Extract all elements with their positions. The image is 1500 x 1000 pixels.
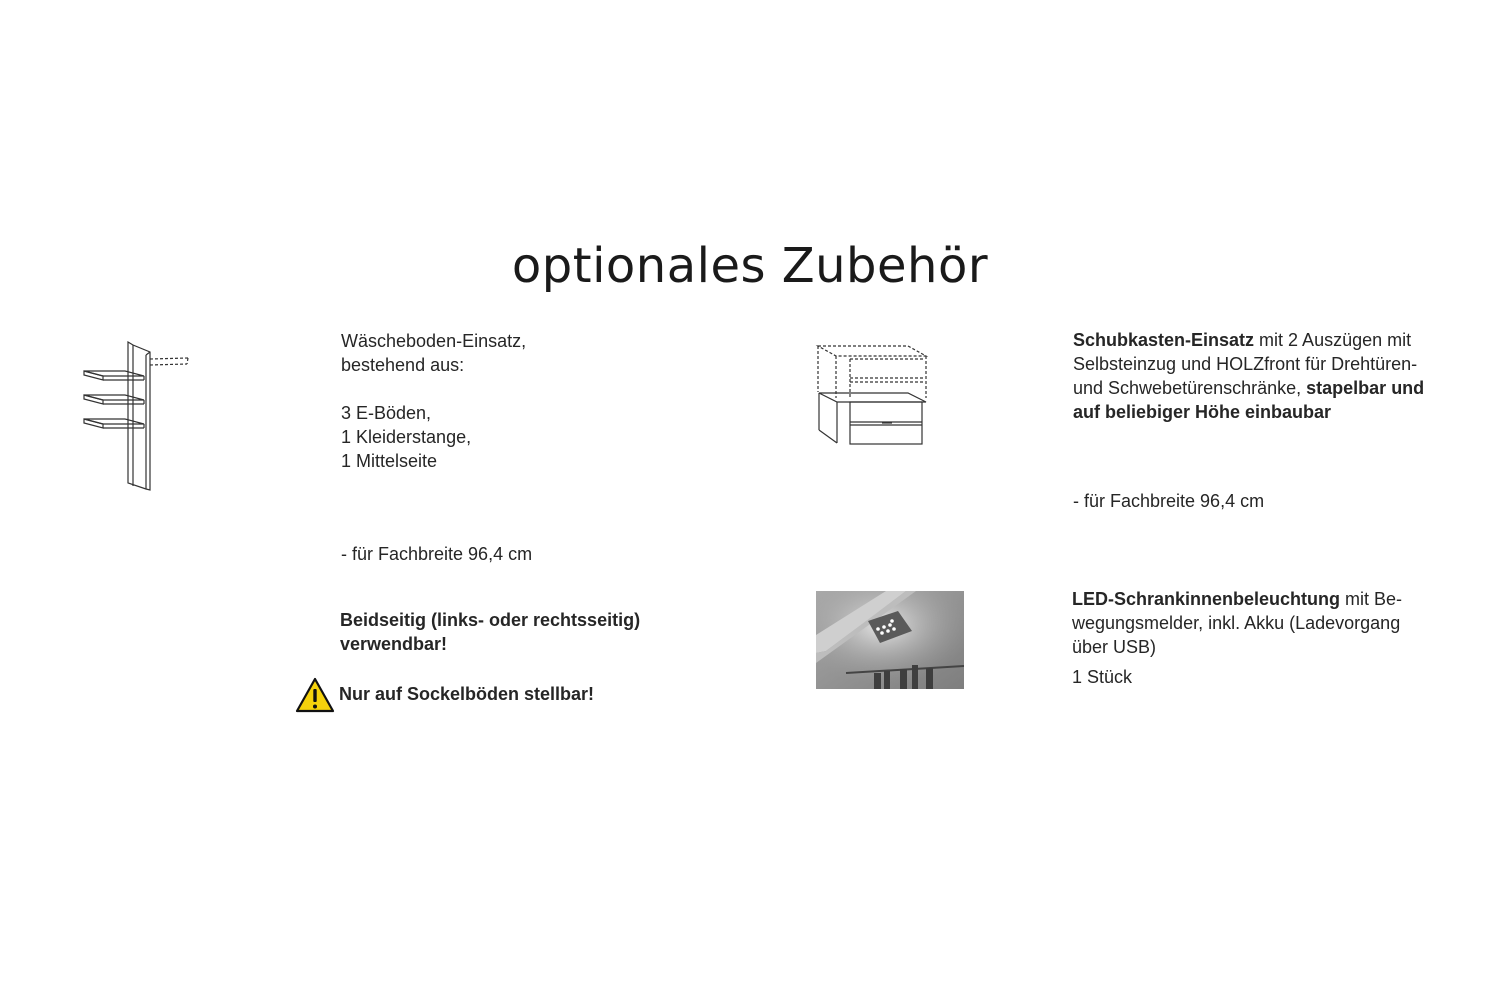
- schubkasten-line-1: [1073, 328, 1424, 352]
- schubkasten-width-note: - für Fachbreite 96,4 cm: [1073, 491, 1265, 511]
- led-title: LED-Schrankinnenbeleuchtung: [1072, 589, 1341, 609]
- led-line-3: über USB): [1072, 637, 1157, 657]
- drawer-insert-drawing-icon: [812, 340, 932, 450]
- schubkasten-line-3: [1073, 376, 1424, 400]
- usage-note-line-1: Beidseitig (links- oder rechtsseitig): [340, 610, 641, 630]
- led-description: [1072, 587, 1402, 659]
- part-eboeden: 3 E-Böden,: [341, 403, 432, 423]
- part-mittelseite: 1 Mittelseite: [341, 451, 438, 471]
- waescheboden-title-line: Wäscheboden-Einsatz,: [341, 331, 527, 351]
- schubkasten-line-2: Selbsteinzug und HOLZfront für Drehtüren-: [1073, 354, 1418, 374]
- led-quantity: 1 Stück: [1072, 667, 1133, 687]
- led-line-2: wegungsmelder, inkl. Akku (Ladevorgang: [1072, 613, 1401, 633]
- schubkasten-description: [1073, 328, 1424, 424]
- schubkasten-title: Schubkasten-Einsatz: [1073, 330, 1255, 350]
- waescheboden-width-note: - für Fachbreite 96,4 cm: [341, 544, 533, 564]
- part-kleiderstange: 1 Kleiderstange,: [341, 427, 472, 447]
- usage-note: [340, 608, 640, 656]
- led-light-photo: [816, 591, 964, 689]
- schubkasten-line-3-normal: und Schwebetürenschränke,: [1073, 378, 1307, 398]
- warning-triangle-icon: [295, 677, 335, 713]
- usage-note-line-2: verwendbar!: [340, 634, 448, 654]
- warning-text: Nur auf Sockelböden stellbar!: [339, 684, 595, 704]
- led-line-1-rest: mit Be-: [1340, 589, 1403, 609]
- schubkasten-line-1-rest: mit 2 Auszügen mit: [1254, 330, 1412, 350]
- schubkasten-line-3-bold: stapelbar und: [1306, 378, 1425, 398]
- schubkasten-line-4: auf beliebiger Höhe einbaubar: [1073, 402, 1332, 422]
- waescheboden-description: [341, 329, 526, 473]
- page-title: optionales Zubehör: [511, 238, 989, 294]
- shelf-insert-drawing-icon: [80, 335, 195, 495]
- waescheboden-subtitle-line: bestehend aus:: [341, 355, 465, 375]
- led-line-1: [1072, 587, 1402, 611]
